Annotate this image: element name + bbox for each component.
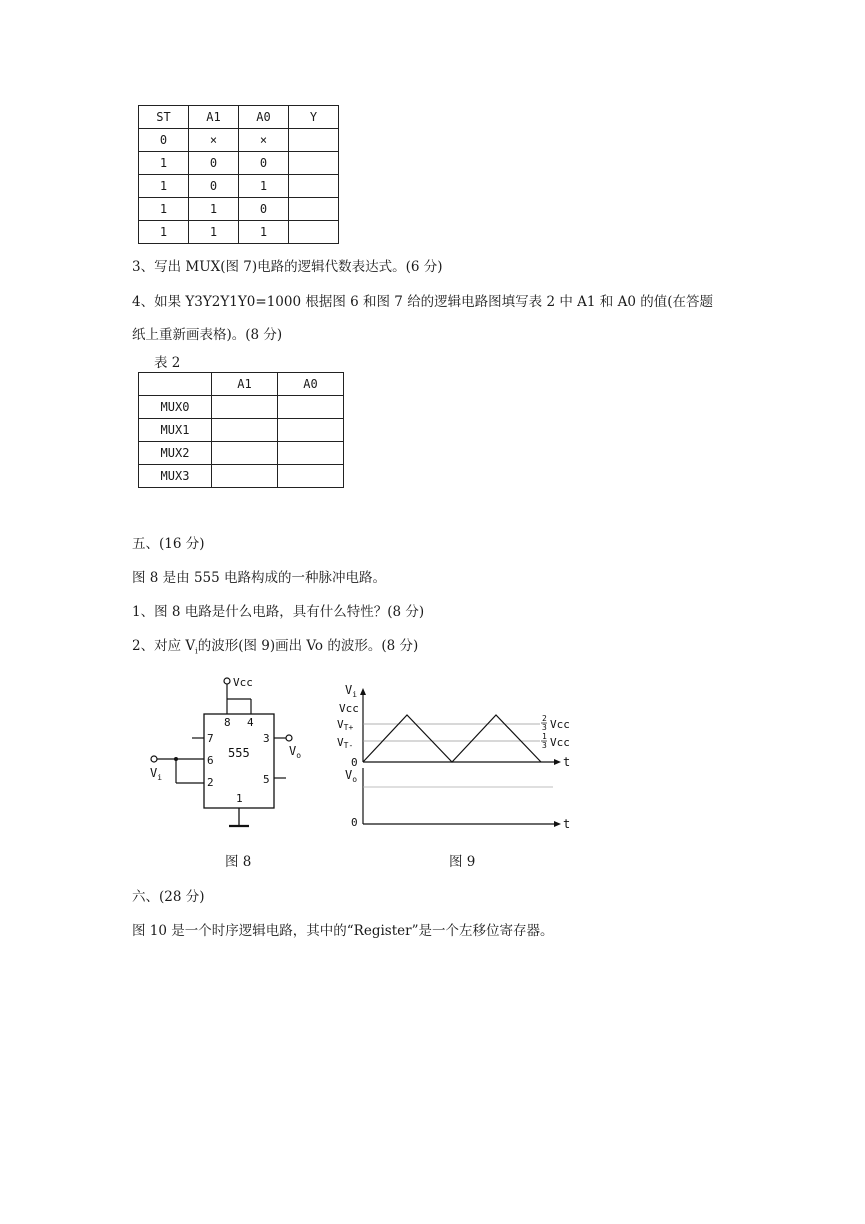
truth-table-header-cell: Y <box>289 106 339 129</box>
section-5-question-1: 1、图 8 电路是什么电路，具有什么特性？(8 分) <box>132 604 425 620</box>
fig9-two-thirds-vcc: Vcc <box>550 718 570 731</box>
pin-7: 7 <box>207 732 214 745</box>
figure-9-waveforms <box>335 680 585 840</box>
fig9-t-label-top: t <box>563 755 571 769</box>
truth-table-cell: 1 <box>189 221 239 244</box>
table2-cell: MUX3 <box>139 465 212 488</box>
table2-cell: MUX1 <box>139 419 212 442</box>
figure-9-caption: 图 9 <box>449 854 476 870</box>
truth-table-row <box>139 129 339 152</box>
fig9-t-label-bottom: t <box>563 817 571 831</box>
truth-table-row <box>139 152 339 175</box>
pin-1: 1 <box>236 792 243 805</box>
fig9-vtminus-label: VT- <box>337 736 354 750</box>
figure-8-caption: 图 8 <box>225 854 252 870</box>
question-3: 3、写出 MUX(图 7)电路的逻辑代数表达式。(6 分) <box>132 259 443 275</box>
table2-header-row <box>139 373 344 396</box>
truth-table-header-cell: A0 <box>239 106 289 129</box>
fig8-vo-label: $V_o$ <box>289 744 302 760</box>
truth-table-cell: 0 <box>239 152 289 175</box>
section-5-question-2 <box>132 634 418 656</box>
frac-top-den: 3 <box>542 723 547 732</box>
table2-caption: 表 2 <box>154 355 181 371</box>
table2-cell <box>278 465 344 488</box>
table2-cell <box>278 419 344 442</box>
truth-table-row <box>139 175 339 198</box>
table2-header-cell <box>139 373 212 396</box>
fig8-vcc-label: Vcc <box>233 676 253 689</box>
vi-triangle-wave <box>363 715 541 762</box>
table2-cell <box>212 419 278 442</box>
section-6-intro: 图 10 是一个时序逻辑电路，其中的“Register”是一个左移位寄存器。 <box>132 923 554 939</box>
vi-terminal <box>151 756 157 762</box>
truth-table-row <box>139 221 339 244</box>
table2-row <box>139 419 344 442</box>
table2-row <box>139 396 344 419</box>
frac-bot-num: 1 <box>542 732 547 741</box>
fig9-vtplus-label: VT+ <box>337 718 354 732</box>
truth-table-cell: 0 <box>139 129 189 152</box>
truth-table-cell: × <box>189 129 239 152</box>
truth-table-cell: 1 <box>239 175 289 198</box>
fig9-vcc-label: Vcc <box>339 702 359 715</box>
table2-cell <box>278 396 344 419</box>
fig8-vi-label: $V_i$ <box>150 766 163 782</box>
pin-5: 5 <box>263 773 270 786</box>
truth-table-cell: × <box>239 129 289 152</box>
question-4-line2: 纸上重新画表格)。(8 分) <box>132 327 283 343</box>
table2-cell: MUX2 <box>139 442 212 465</box>
q2-text-post: 的波形(图 9)画出 Vo 的波形。(8 分) <box>197 638 419 654</box>
truth-table-cell: 1 <box>139 198 189 221</box>
table-2 <box>138 372 344 488</box>
truth-table-cell <box>289 152 339 175</box>
fig9-zero-top: 0 <box>351 756 358 769</box>
chip-label: 555 <box>228 746 250 760</box>
pin-3: 3 <box>263 732 270 745</box>
q2-text-pre: 2、对应 V <box>132 638 196 654</box>
q2-subscript: i <box>195 646 198 656</box>
truth-table-cell: 1 <box>139 152 189 175</box>
fig9-vo-axis-label: $V_o$ <box>345 768 358 784</box>
truth-table-cell: 0 <box>189 152 239 175</box>
table2-cell: MUX0 <box>139 396 212 419</box>
truth-table-cell <box>289 129 339 152</box>
pin-4: 4 <box>247 716 254 729</box>
vo-terminal <box>286 735 292 741</box>
table2-row <box>139 442 344 465</box>
table2-cell <box>212 465 278 488</box>
pin-6: 6 <box>207 754 214 767</box>
truth-table-header-cell: A1 <box>189 106 239 129</box>
truth-table-header-row <box>139 106 339 129</box>
truth-table-cell: 0 <box>189 175 239 198</box>
truth-table-cell <box>289 175 339 198</box>
truth-table-row <box>139 198 339 221</box>
truth-table-cell: 1 <box>239 221 289 244</box>
table2-cell <box>212 396 278 419</box>
table2-cell <box>212 442 278 465</box>
section-5-heading: 五、(16 分) <box>132 536 205 552</box>
frac-top-num: 2 <box>542 714 547 723</box>
truth-table-cell <box>289 198 339 221</box>
table2-header-cell: A0 <box>278 373 344 396</box>
table2-row <box>139 465 344 488</box>
pin-2: 2 <box>207 776 214 789</box>
section-5-intro: 图 8 是由 555 电路构成的一种脉冲电路。 <box>132 570 387 586</box>
fig9-one-third-vcc: Vcc <box>550 736 570 749</box>
fig9-zero-bottom: 0 <box>351 816 358 829</box>
pin-8: 8 <box>224 716 231 729</box>
truth-table-cell: 1 <box>139 221 189 244</box>
truth-table-cell: 1 <box>139 175 189 198</box>
truth-table-cell: 1 <box>189 198 239 221</box>
truth-table-cell <box>289 221 339 244</box>
truth-table <box>138 105 339 244</box>
frac-bot-den: 3 <box>542 741 547 750</box>
table2-cell <box>278 442 344 465</box>
table2-header-cell: A1 <box>212 373 278 396</box>
figure-8-circuit <box>140 670 310 835</box>
truth-table-cell: 0 <box>239 198 289 221</box>
question-4-line1: 4、如果 Y3Y2Y1Y0=1000 根据图 6 和图 7 给的逻辑电路图填写表 2 中 A1 和 A0 的值(在答题 <box>132 294 713 310</box>
fig9-vi-axis-label: $V_i$ <box>345 683 358 699</box>
vcc-terminal <box>224 678 230 684</box>
truth-table-header-cell: ST <box>139 106 189 129</box>
section-6-heading: 六、(28 分) <box>132 889 205 905</box>
